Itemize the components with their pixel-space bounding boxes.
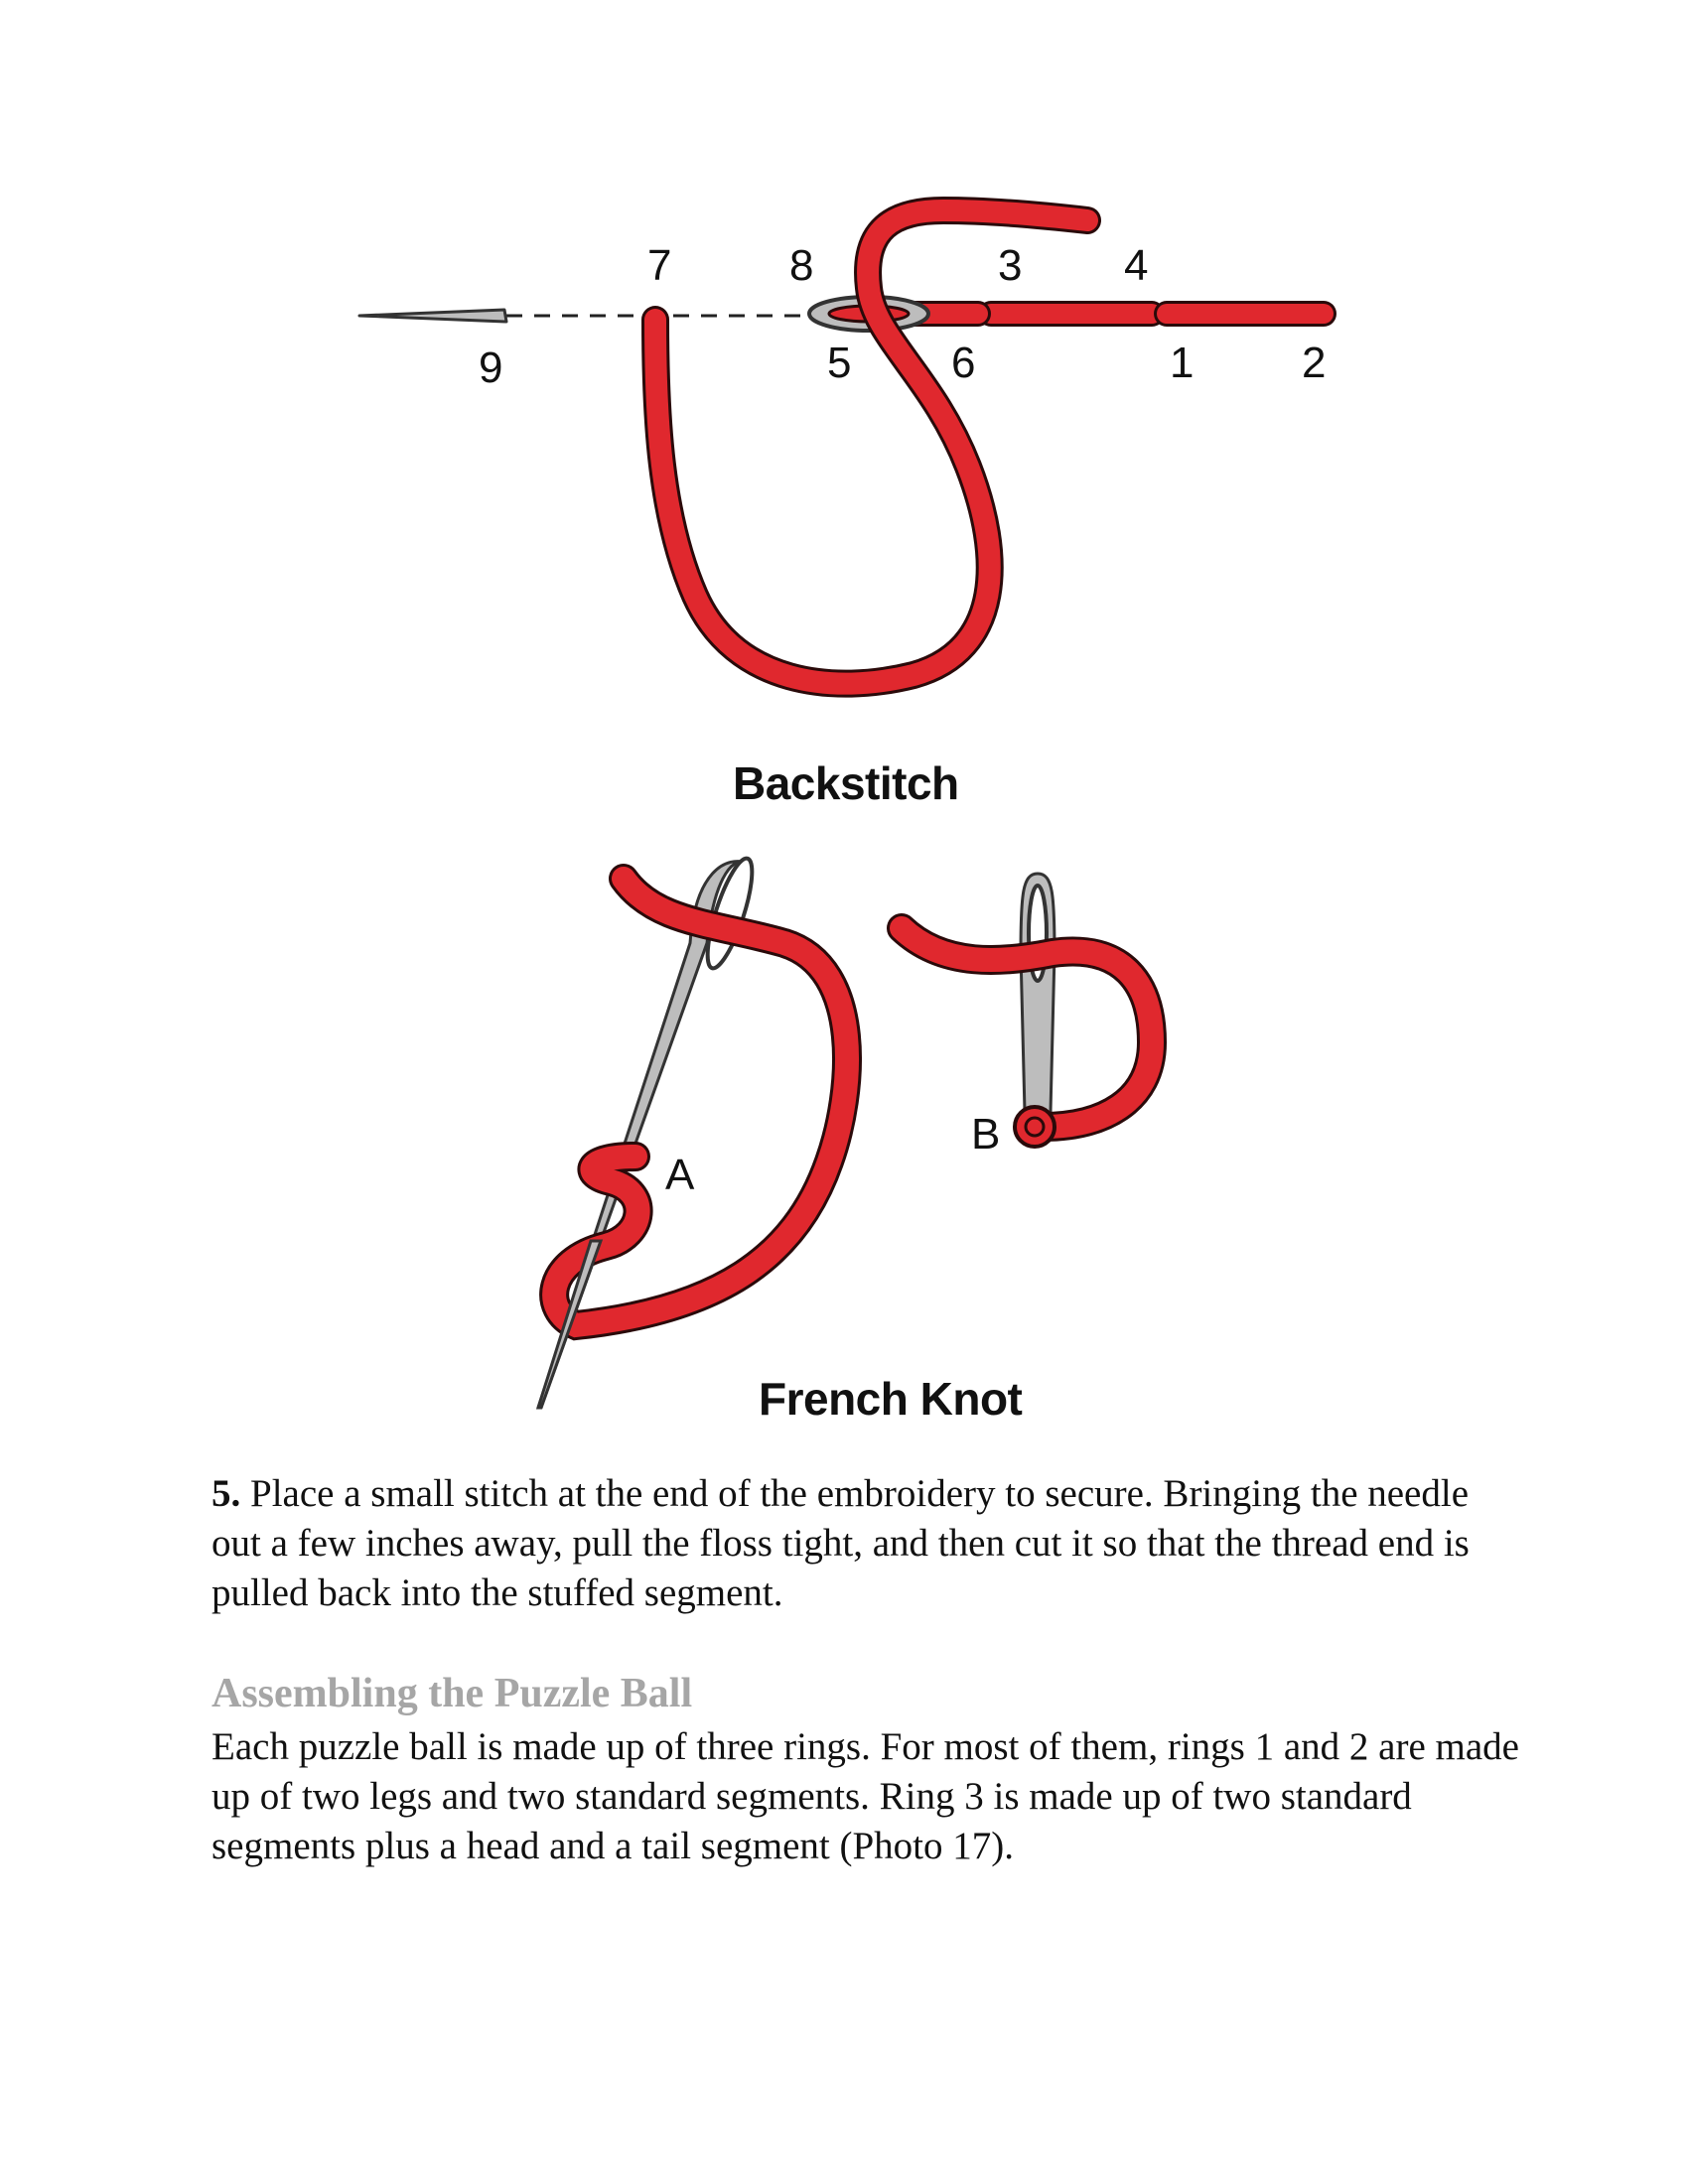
french-knot-diagram xyxy=(0,834,1688,1420)
knot-b xyxy=(1015,1107,1055,1147)
section-body: Each puzzle ball is made up of three rings. For most of them, rings 1 and 2 are made up of two legs and two standard segments. Ring 3 is made up of two standard segments plus a head and a tail segment (Photo 17). xyxy=(211,1725,1519,1867)
point-label-a: A xyxy=(665,1151,695,1199)
needle-b xyxy=(1021,874,1055,1112)
point-label-3: 3 xyxy=(998,241,1023,290)
step-text: Place a small stitch at the end of the embroidery to secure. Bringing the needle out a few inches away, pull the floss tight, and then cut it so that the thread end is pulled back into the stuffed segment. xyxy=(211,1472,1470,1614)
thread-loop xyxy=(655,210,1087,684)
needle-shape xyxy=(359,310,506,322)
point-label-5: 5 xyxy=(827,339,852,387)
step-5-paragraph xyxy=(211,1469,1522,1618)
point-label-8: 8 xyxy=(789,241,814,290)
point-label-9: 9 xyxy=(479,343,503,392)
point-label-7: 7 xyxy=(647,241,672,290)
backstitch-diagram xyxy=(0,0,1688,774)
backstitch-caption: Backstitch xyxy=(733,757,959,809)
point-label-2: 2 xyxy=(1302,339,1327,387)
point-label-4: 4 xyxy=(1124,241,1149,290)
french-knot-caption: French Knot xyxy=(759,1373,1023,1425)
point-label-6: 6 xyxy=(951,339,976,387)
section-heading: Assembling the Puzzle Ball xyxy=(211,1671,693,1716)
step-number: 5. xyxy=(211,1472,241,1515)
point-label-1: 1 xyxy=(1170,339,1195,387)
point-label-b: B xyxy=(971,1110,1001,1159)
